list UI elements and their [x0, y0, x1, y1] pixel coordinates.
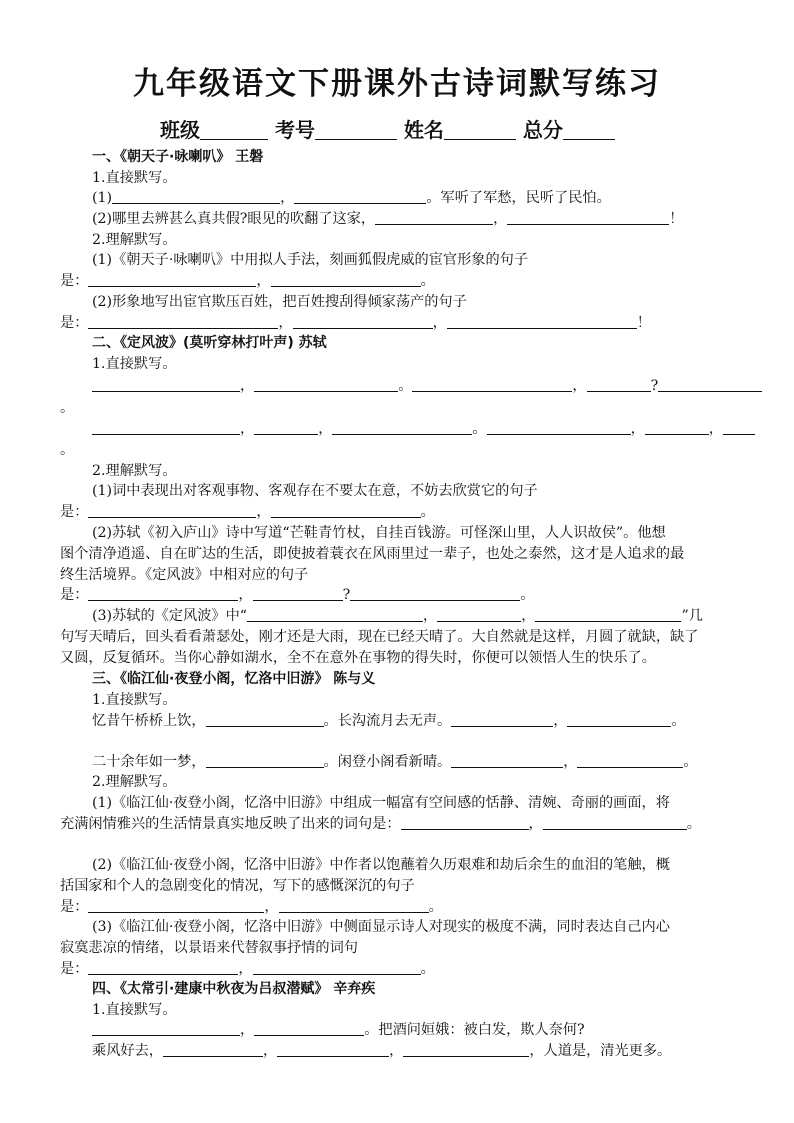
page-title: 九年级语文下册课外古诗词默写练习: [133, 66, 661, 102]
line-text: 。: [60, 400, 75, 416]
worksheet-line: [60, 959, 435, 979]
worksheet-line: [60, 544, 684, 564]
name-label: 姓名: [403, 118, 444, 142]
line-text: ，人道是，清光更多。: [529, 1043, 672, 1059]
line-text: 。: [671, 713, 686, 729]
worksheet-line: [60, 897, 443, 917]
line-text: 。: [428, 899, 443, 915]
line-text: 1.直接默写。: [92, 1002, 177, 1018]
line-text: 。: [60, 442, 75, 458]
line-text: (2)哪里去辨甚么真共假?眼见的吹翻了这家，: [92, 211, 376, 227]
line-text: 又圆，反复循环。当你心静如湖水，全不在意外在事物的得失时，你便可以领悟人生的快乐了。: [60, 650, 656, 666]
answer-blank[interactable]: [271, 502, 421, 518]
line-text: ，: [238, 961, 253, 977]
line-text: 终生活境界。《定风波》中相对应的句子: [60, 567, 309, 583]
name-blank[interactable]: [444, 119, 516, 140]
line-text: 。: [472, 421, 487, 437]
answer-blank[interactable]: [253, 959, 421, 975]
answer-blank[interactable]: [163, 1041, 263, 1057]
answer-blank[interactable]: [447, 313, 637, 329]
line-text: ，: [432, 315, 447, 331]
answer-blank[interactable]: [92, 376, 240, 392]
answer-blank[interactable]: [112, 188, 280, 204]
line-text: (2)《临江仙·夜登小阁，忆洛中旧游》中作者以饱蘸着久历艰难和劫后余生的血泪的笔触，概: [92, 857, 670, 873]
line-text: 。: [420, 273, 435, 289]
line-text: ，: [280, 190, 295, 206]
worksheet-line: [92, 711, 686, 731]
answer-blank[interactable]: [567, 711, 671, 727]
worksheet-line: [60, 398, 74, 418]
line-text: 。: [420, 504, 435, 520]
class-blank[interactable]: [200, 119, 268, 140]
worksheet-line: [92, 752, 698, 772]
worksheet-line: [60, 502, 435, 522]
answer-blank[interactable]: [451, 752, 563, 768]
section-heading: [92, 979, 375, 999]
line-text: 一、《朝天子·咏喇叭》 王磐: [92, 149, 264, 165]
line-text: 。: [520, 587, 535, 603]
answer-blank[interactable]: [206, 711, 324, 727]
worksheet-line: [60, 271, 435, 291]
line-text: (1)《临江仙·夜登小阁，忆洛中旧游》中组成一幅富有空间感的恬静、清婉、奇丽的画面，将: [92, 795, 670, 811]
worksheet-line: [92, 250, 528, 270]
answer-blank[interactable]: [658, 376, 762, 392]
line-text: 。: [686, 816, 701, 832]
answer-blank[interactable]: [253, 585, 343, 601]
line-text: ，: [238, 587, 253, 603]
answer-blank[interactable]: [92, 1020, 240, 1036]
line-text: 2.理解默写。: [92, 774, 177, 790]
line-text: 是：: [60, 315, 89, 331]
line-text: 1.直接默写。: [92, 356, 177, 372]
score-blank[interactable]: [563, 119, 615, 140]
answer-blank[interactable]: [88, 959, 238, 975]
line-text: ，: [262, 1043, 278, 1059]
line-text: 括国家和个人的急剧变化的情况，写下的感慨深沉的句子: [60, 878, 415, 894]
line-text: 。长沟流月去无声。: [323, 713, 452, 729]
answer-blank[interactable]: [437, 606, 521, 622]
answer-blank[interactable]: [645, 419, 709, 435]
line-text: 乘风好去，: [92, 1043, 163, 1059]
worksheet-line: [92, 461, 176, 481]
answer-blank[interactable]: [92, 419, 240, 435]
line-text: (2)苏轼《初入庐山》诗中写道“芒鞋青竹杖，自挂百钱游。可怪深山里，人人识故侯”。他想: [92, 525, 666, 541]
line-text: ，: [630, 421, 645, 437]
section-heading: [92, 669, 375, 689]
line-text: 。军听了军愁，民听了民怕。: [426, 190, 611, 206]
answer-blank[interactable]: [247, 606, 423, 622]
section-heading: [92, 147, 263, 167]
section-heading: [92, 333, 327, 353]
worksheet-line: [92, 1000, 176, 1020]
line-text: 。: [683, 754, 698, 770]
line-text: ，: [240, 378, 255, 394]
line-text: ，: [572, 378, 587, 394]
line-text: 寂寞悲凉的情绪，以景语来代替叙事抒情的词句: [60, 940, 358, 956]
line-text: 三、《临江仙·夜登小阁，忆洛中旧游》 陈与义: [92, 671, 376, 687]
line-text: ，: [563, 754, 578, 770]
answer-blank[interactable]: [723, 419, 755, 435]
worksheet-line: [92, 481, 538, 501]
exam-number-label: 考号: [274, 118, 315, 142]
worksheet-line: [60, 938, 358, 958]
line-text: ?: [342, 587, 351, 603]
line-text: 。把酒问姮娥：被白发，欺人奈何?: [364, 1022, 585, 1038]
line-text: 四、《太常引·建康中秋夜为吕叔潜赋》 辛弃疾: [92, 981, 376, 997]
line-text: 。: [398, 378, 413, 394]
line-text: 是：: [60, 587, 89, 603]
answer-blank[interactable]: [375, 209, 493, 225]
answer-blank[interactable]: [254, 1020, 364, 1036]
line-text: 是：: [60, 273, 89, 289]
line-text: (1)词中表现出对客观事物、客观存在不要太在意，不妨去欣赏它的句子: [92, 483, 538, 499]
answer-blank[interactable]: [88, 585, 238, 601]
worksheet-line: [92, 292, 467, 312]
line-text: 是：: [60, 961, 89, 977]
line-text: (1)《朝天子·咏喇叭》中用拟人手法，刻画狐假虎威的宦官形象的句子: [92, 252, 529, 268]
answer-blank[interactable]: [88, 502, 256, 518]
worksheet-line: [92, 188, 611, 208]
worksheet-line: [92, 606, 703, 626]
worksheet-line: [92, 1020, 585, 1040]
line-text: ，: [528, 816, 543, 832]
worksheet-line: [60, 876, 415, 896]
line-text: ，: [389, 1043, 404, 1059]
answer-blank[interactable]: [412, 376, 572, 392]
worksheet-line: [92, 209, 684, 229]
line-text: ，: [256, 273, 271, 289]
worksheet-line: [60, 585, 534, 605]
line-text: 2.理解默写。: [92, 463, 177, 479]
line-text: 二、《定风波》(莫听穿林打叶声) 苏轼: [92, 335, 327, 351]
worksheet-line: [60, 814, 701, 834]
worksheet-line: [92, 419, 755, 439]
worksheet-line: [60, 313, 651, 333]
line-text: 充满闲情雅兴的生活情景真实地反映了出来的词句是：: [60, 816, 401, 832]
exam-number-blank[interactable]: [315, 119, 397, 140]
line-text: ，: [521, 608, 536, 624]
answer-blank[interactable]: [254, 376, 398, 392]
worksheet-line: [92, 793, 670, 813]
worksheet-line: [92, 376, 762, 396]
line-text: ?: [650, 378, 659, 394]
line-text: 1.直接默写。: [92, 692, 177, 708]
answer-blank[interactable]: [350, 585, 520, 601]
line-text: ，: [553, 713, 568, 729]
line-text: 1.直接默写。: [92, 170, 177, 186]
line-text: (3)苏轼的《定风波》中“: [92, 608, 248, 624]
line-text: 。闲登小阁看新晴。: [323, 754, 452, 770]
line-text: ，: [708, 421, 724, 437]
answer-blank[interactable]: [451, 711, 553, 727]
line-text: ，: [264, 899, 279, 915]
worksheet-line: [92, 1041, 671, 1061]
answer-blank[interactable]: [254, 419, 318, 435]
line-text: ！: [636, 315, 651, 331]
worksheet-line: [60, 565, 308, 585]
answer-blank[interactable]: [88, 897, 264, 913]
answer-blank[interactable]: [279, 897, 429, 913]
line-text: (2)形象地写出宦官欺压百姓，把百姓搜刮得倾家荡产的句子: [92, 294, 467, 310]
answer-blank[interactable]: [277, 1041, 389, 1057]
line-text: 。: [420, 961, 435, 977]
answer-blank[interactable]: [332, 419, 472, 435]
line-text: 句写天晴后，回头看看萧瑟处，刚才还是大雨，现在已经天晴了。大自然就是这样，月圆了就缺，缺了: [60, 629, 699, 645]
answer-blank[interactable]: [401, 814, 529, 830]
worksheet-line: [92, 230, 176, 250]
answer-blank[interactable]: [543, 814, 687, 830]
answer-blank[interactable]: [507, 209, 669, 225]
answer-blank[interactable]: [206, 752, 324, 768]
line-text: 忆昔午桥桥上饮，: [92, 713, 206, 729]
line-text: 是：: [60, 899, 89, 915]
worksheet-line: [92, 772, 176, 792]
worksheet-line: [92, 690, 176, 710]
line-text: (3)《临江仙·夜登小阁，忆洛中旧游》中侧面显示诗人对现实的极度不满，同时表达自己内心: [92, 919, 670, 935]
worksheet-line: [92, 168, 176, 188]
answer-blank[interactable]: [88, 271, 256, 287]
score-label: 总分: [522, 118, 563, 142]
answer-blank[interactable]: [487, 419, 631, 435]
worksheet-line: [92, 523, 666, 543]
worksheet-line: [60, 648, 656, 668]
worksheet-line: [92, 917, 670, 937]
line-text: 是：: [60, 504, 89, 520]
answer-blank[interactable]: [577, 752, 683, 768]
worksheet-line: [60, 440, 74, 460]
worksheet-line: [92, 354, 176, 374]
answer-blank[interactable]: [587, 376, 651, 392]
answer-blank[interactable]: [535, 606, 681, 622]
line-text: ，: [278, 315, 293, 331]
student-info-header: [160, 114, 615, 143]
answer-blank[interactable]: [294, 188, 426, 204]
line-text: ，: [240, 1022, 255, 1038]
line-text: ，: [256, 504, 271, 520]
line-text: ，: [240, 421, 255, 437]
answer-blank[interactable]: [403, 1041, 529, 1057]
line-text: ，: [318, 421, 333, 437]
answer-blank[interactable]: [271, 271, 421, 287]
class-label: 班级: [160, 118, 200, 142]
line-text: ，: [493, 211, 508, 227]
answer-blank[interactable]: [293, 313, 433, 329]
answer-blank[interactable]: [88, 313, 278, 329]
line-text: (1): [92, 190, 113, 206]
line-text: 2.理解默写。: [92, 232, 177, 248]
line-text: 二十余年如一梦，: [92, 754, 206, 770]
line-text: ！: [669, 211, 684, 227]
line-text: ，: [423, 608, 438, 624]
worksheet-line: [92, 855, 670, 875]
line-text: 图个清净逍遥、自在旷达的生活，即使披着蓑衣在风雨里过一辈子，也处之泰然，这才是人追求的最: [60, 546, 685, 562]
worksheet-line: [60, 627, 698, 647]
line-text: ”几: [681, 608, 703, 624]
